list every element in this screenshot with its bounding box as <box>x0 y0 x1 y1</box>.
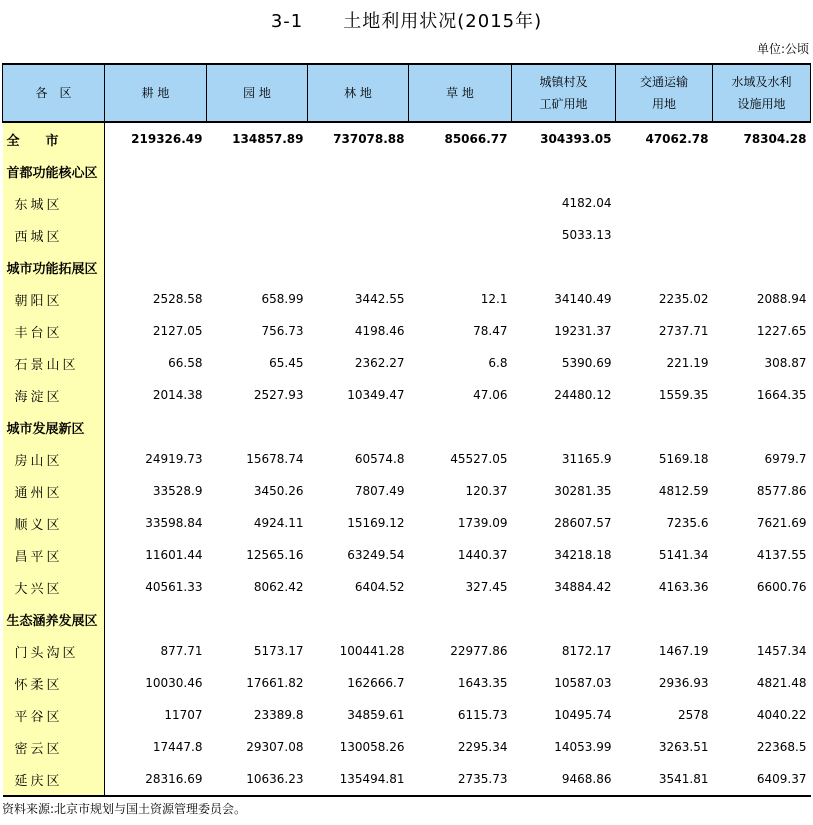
table-cell <box>713 219 811 251</box>
table-cell: 7807.49 <box>354 484 405 498</box>
table-cell: 3541.81 <box>616 763 713 796</box>
table-cell: 30281.35 <box>554 484 612 498</box>
table-cell: 2578 <box>677 708 709 722</box>
table-body <box>3 122 811 796</box>
table-cell <box>105 219 207 251</box>
table-cell: 22368.5 <box>756 740 807 754</box>
table-cell: 15678.74 <box>246 452 304 466</box>
table-cell: 2127.05 <box>152 324 203 338</box>
table-cell: 2735.73 <box>409 763 512 796</box>
table-cell: 2737.71 <box>658 324 709 338</box>
table-cell <box>512 603 616 635</box>
table-cell <box>512 155 616 187</box>
table-cell <box>713 603 811 635</box>
table-cell: 4821.48 <box>756 676 807 690</box>
table-title-text: 土地利用状况(2015年) <box>343 11 543 32</box>
table-row <box>3 411 811 443</box>
table-row <box>3 571 811 603</box>
table-cell <box>616 219 713 251</box>
table-cell: 658.99 <box>261 292 304 306</box>
table-cell: 12.1 <box>480 292 508 306</box>
table-row <box>3 731 811 763</box>
row-region-name: 海淀区 <box>3 379 105 411</box>
table-cell: 2527.93 <box>253 388 304 402</box>
row-region-name: 首都功能核心区 <box>3 155 105 187</box>
land-use-table <box>2 63 811 797</box>
table-cell: 8172.17 <box>561 644 612 658</box>
table-cell: 3450.26 <box>253 484 304 498</box>
table-cell: 2936.93 <box>658 676 709 690</box>
table-cell: 11707 <box>164 708 203 722</box>
table-cell: 1559.35 <box>658 388 709 402</box>
table-cell: 100441.28 <box>339 644 405 658</box>
table-cell <box>512 411 616 443</box>
table-cell: 877.71 <box>160 644 203 658</box>
table-cell <box>713 187 811 219</box>
table-row <box>3 603 811 635</box>
row-region-name: 昌平区 <box>3 539 105 571</box>
table-cell: 85066.77 <box>444 132 508 146</box>
table-cell: 134857.89 <box>232 132 304 146</box>
table-cell: 5141.34 <box>658 548 709 562</box>
table-cell: 4182.04 <box>561 196 612 210</box>
unit-label: 单位:公顷 <box>756 42 809 56</box>
table-cell <box>409 411 512 443</box>
table-cell <box>409 187 512 219</box>
table-cell <box>616 187 713 219</box>
table-cell: 308.87 <box>764 356 807 370</box>
row-region-name: 门头沟区 <box>3 635 105 667</box>
table-cell: 23389.8 <box>253 708 304 722</box>
table-cell: 47062.78 <box>645 132 709 146</box>
table-cell: 4924.11 <box>253 516 304 530</box>
table-cell: 34859.61 <box>347 708 405 722</box>
table-cell: 17447.8 <box>152 740 203 754</box>
table-cell: 304393.05 <box>540 132 612 146</box>
table-cell: 2088.94 <box>756 292 807 306</box>
table-cell: 6.8 <box>488 356 508 370</box>
table-cell <box>512 251 616 283</box>
row-region-name: 城市功能拓展区 <box>3 251 105 283</box>
row-region-name: 朝阳区 <box>3 283 105 315</box>
table-row <box>3 283 811 315</box>
table-row <box>3 315 811 347</box>
table-cell: 40561.33 <box>145 580 203 594</box>
table-cell: 1227.65 <box>756 324 807 338</box>
table-cell <box>207 251 308 283</box>
table-cell: 162666.7 <box>347 676 405 690</box>
row-region-name: 密云区 <box>3 731 105 763</box>
row-region-name: 怀柔区 <box>3 667 105 699</box>
table-cell: 78.47 <box>473 324 508 338</box>
table-cell: 78304.28 <box>743 132 807 146</box>
table-cell: 24919.73 <box>145 452 203 466</box>
table-cell: 7235.6 <box>666 516 709 530</box>
table-cell: 120.37 <box>465 484 508 498</box>
header-region: 各 区 <box>3 64 105 122</box>
table-cell: 28607.57 <box>554 516 612 530</box>
table-cell: 5173.17 <box>253 644 304 658</box>
table-cell: 24480.12 <box>554 388 612 402</box>
header-water: 水域及水利 设施用地 <box>713 64 811 122</box>
table-cell <box>308 219 409 251</box>
table-cell: 4040.22 <box>756 708 807 722</box>
table-number: 3-1 <box>270 11 304 32</box>
table-cell <box>207 411 308 443</box>
table-cell <box>616 411 713 443</box>
table-cell: 12565.16 <box>246 548 304 562</box>
table-cell: 6115.73 <box>457 708 508 722</box>
row-region-name: 城市发展新区 <box>3 411 105 443</box>
table-cell: 34140.49 <box>554 292 612 306</box>
table-cell: 221.19 <box>666 356 709 370</box>
table-cell: 10495.74 <box>554 708 612 722</box>
table-cell: 1739.09 <box>457 516 508 530</box>
table-cell <box>308 411 409 443</box>
table-row <box>3 379 811 411</box>
table-cell: 5390.69 <box>561 356 612 370</box>
row-region-name: 通州区 <box>3 475 105 507</box>
table-cell: 63249.54 <box>347 548 405 562</box>
row-region-name: 平谷区 <box>3 699 105 731</box>
table-cell: 4812.59 <box>658 484 709 498</box>
table-cell: 4137.55 <box>756 548 807 562</box>
row-region-name: 房山区 <box>3 443 105 475</box>
table-cell: 327.45 <box>465 580 508 594</box>
table-cell: 10636.23 <box>207 763 308 796</box>
table-cell: 3263.51 <box>658 740 709 754</box>
table-cell: 756.73 <box>261 324 304 338</box>
table-cell <box>409 155 512 187</box>
table-cell: 10030.46 <box>145 676 203 690</box>
table-cell: 2528.58 <box>152 292 203 306</box>
table-cell: 3442.55 <box>354 292 405 306</box>
table-header <box>3 64 811 122</box>
table-cell: 2014.38 <box>152 388 203 402</box>
table-cell: 10349.47 <box>347 388 405 402</box>
source-note: 资料来源:北京市规划与国土资源管理委员会。 <box>2 802 247 816</box>
table-cell: 11601.44 <box>145 548 203 562</box>
table-cell: 737078.88 <box>333 132 405 146</box>
table-cell: 10587.03 <box>554 676 612 690</box>
row-region-name: 延庆区 <box>3 763 105 796</box>
table-cell: 130058.26 <box>339 740 405 754</box>
table-cell: 19231.37 <box>554 324 612 338</box>
table-row <box>3 699 811 731</box>
table-cell: 2362.27 <box>354 356 405 370</box>
header-garden: 园 地 <box>207 64 308 122</box>
table-cell: 17661.82 <box>246 676 304 690</box>
table-row <box>3 219 811 251</box>
table-row <box>3 635 811 667</box>
table-cell: 22977.86 <box>450 644 508 658</box>
table-cell <box>616 603 713 635</box>
header-grass: 草 地 <box>409 64 512 122</box>
table-row <box>3 122 811 155</box>
table-cell: 6600.76 <box>756 580 807 594</box>
table-cell: 7621.69 <box>756 516 807 530</box>
header-forest: 林 地 <box>308 64 409 122</box>
table-cell: 8062.42 <box>253 580 304 594</box>
table-cell: 5169.18 <box>658 452 709 466</box>
row-region-name: 生态涵养发展区 <box>3 603 105 635</box>
table-cell: 4198.46 <box>354 324 405 338</box>
table-cell: 65.45 <box>269 356 304 370</box>
table-cell <box>105 603 207 635</box>
table-cell: 135494.81 <box>308 763 409 796</box>
row-region-name: 西城区 <box>3 219 105 251</box>
row-region-name: 顺义区 <box>3 507 105 539</box>
table-row <box>3 539 811 571</box>
table-cell: 45527.05 <box>450 452 508 466</box>
table-title <box>0 7 813 33</box>
table-row <box>3 763 811 796</box>
table-cell: 1643.35 <box>457 676 508 690</box>
table-cell <box>207 219 308 251</box>
table-cell <box>105 251 207 283</box>
table-cell <box>409 603 512 635</box>
table-cell: 33598.84 <box>145 516 203 530</box>
table-cell: 4163.36 <box>658 580 709 594</box>
table-cell: 31165.9 <box>561 452 612 466</box>
table-row <box>3 347 811 379</box>
row-region-name: 大兴区 <box>3 571 105 603</box>
header-cultivated: 耕 地 <box>105 64 207 122</box>
table-cell <box>409 219 512 251</box>
table-cell <box>616 155 713 187</box>
table-cell: 29307.08 <box>246 740 304 754</box>
table-cell <box>207 155 308 187</box>
table-row <box>3 507 811 539</box>
table-cell <box>409 251 512 283</box>
table-cell <box>308 603 409 635</box>
table-row <box>3 187 811 219</box>
table-cell <box>713 155 811 187</box>
table-row <box>3 667 811 699</box>
table-cell <box>308 155 409 187</box>
table-cell <box>616 251 713 283</box>
table-cell: 2235.02 <box>658 292 709 306</box>
table-cell: 60574.8 <box>354 452 405 466</box>
table-cell: 34884.42 <box>554 580 612 594</box>
table-cell: 9468.86 <box>512 763 616 796</box>
table-cell: 47.06 <box>473 388 508 402</box>
table-cell: 219326.49 <box>131 132 203 146</box>
table-cell <box>308 187 409 219</box>
row-region-name: 东城区 <box>3 187 105 219</box>
table-cell <box>713 411 811 443</box>
header-transport: 交通运输 用地 <box>616 64 713 122</box>
table-cell <box>105 411 207 443</box>
row-region-name: 丰台区 <box>3 315 105 347</box>
table-cell <box>308 251 409 283</box>
table-cell: 2295.34 <box>457 740 508 754</box>
table-cell: 6409.37 <box>713 763 811 796</box>
table-cell: 1440.37 <box>457 548 508 562</box>
table-cell <box>713 251 811 283</box>
table-cell: 33528.9 <box>152 484 203 498</box>
table-cell: 15169.12 <box>347 516 405 530</box>
table-cell <box>105 155 207 187</box>
row-region-name: 石景山区 <box>3 347 105 379</box>
table-cell: 6979.7 <box>764 452 807 466</box>
table-cell: 1664.35 <box>756 388 807 402</box>
table-cell: 1467.19 <box>658 644 709 658</box>
table-cell: 5033.13 <box>561 228 612 242</box>
table-row <box>3 475 811 507</box>
table-cell: 14053.99 <box>554 740 612 754</box>
table-cell: 6404.52 <box>354 580 405 594</box>
table-cell <box>207 603 308 635</box>
table-cell: 28316.69 <box>105 763 207 796</box>
table-cell: 8577.86 <box>756 484 807 498</box>
table-cell <box>207 187 308 219</box>
header-urban: 城镇村及 工矿用地 <box>512 64 616 122</box>
table-cell: 34218.18 <box>554 548 612 562</box>
table-row <box>3 155 811 187</box>
table-row <box>3 251 811 283</box>
row-region-name: 全 市 <box>3 122 105 155</box>
table-cell <box>105 187 207 219</box>
table-cell: 1457.34 <box>756 644 807 658</box>
table-row <box>3 443 811 475</box>
table-cell: 66.58 <box>168 356 203 370</box>
